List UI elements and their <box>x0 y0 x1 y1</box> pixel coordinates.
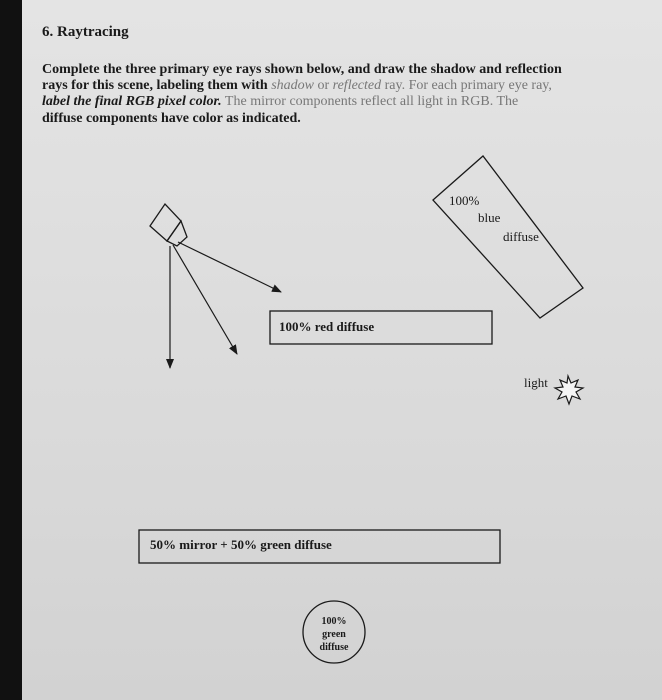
light-star-icon <box>555 376 583 404</box>
blue-box-label-1: 100% <box>449 193 480 208</box>
green-circle-label-1: 100% <box>321 616 347 627</box>
eye-ray-3 <box>178 242 281 292</box>
eye-camera-icon <box>150 204 187 246</box>
instruction-line-3-b: The mirror components reflect all light in RGB. The <box>224 94 519 109</box>
instruction-line-2-reflected: reflected <box>332 78 382 93</box>
eye-ray-2 <box>173 245 237 354</box>
light-label: light <box>524 375 548 390</box>
mirror-box-label: 50% mirror + 50% green diffuse <box>150 537 332 552</box>
instruction-line-2-e: ray. For each primary eye ray, <box>384 78 552 93</box>
instruction-line-2-a: rays for this scene, labeling them with <box>42 78 268 93</box>
green-circle-label-2: green <box>322 629 346 640</box>
blue-box-label-3: diffuse <box>503 229 539 244</box>
green-circle-label-3: diffuse <box>319 642 349 653</box>
red-box-label: 100% red diffuse <box>279 319 375 334</box>
instruction-line-2-or: or <box>317 78 330 93</box>
blue-box-label-2: blue <box>478 210 501 225</box>
instruction-line-1: Complete the three primary eye rays shown below, and draw the shadow and reflection <box>42 62 562 77</box>
instruction-line-4: diffuse components have color as indicated. <box>42 111 301 126</box>
page-title: 6. Raytracing <box>42 24 129 40</box>
instruction-line-2-shadow: shadow <box>271 78 314 93</box>
instruction-line-3-a: label the final RGB pixel color. <box>42 94 222 109</box>
